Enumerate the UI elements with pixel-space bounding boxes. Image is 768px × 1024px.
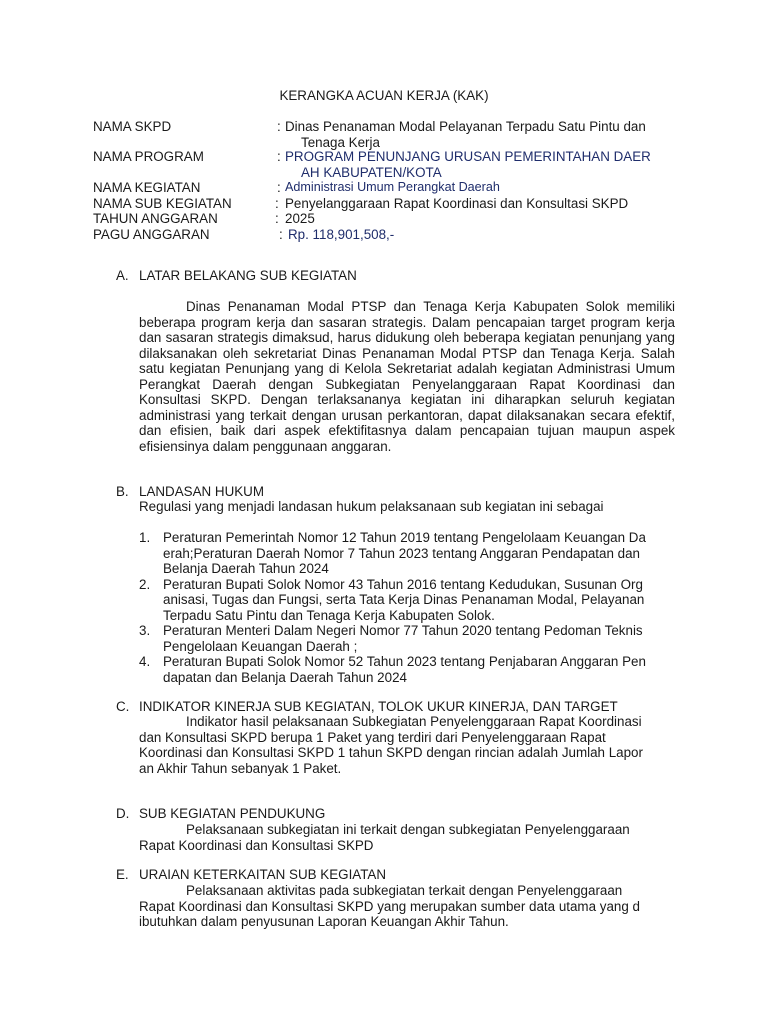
field-value-line: Dinas Penanaman Modal Pelayanan Terpadu Satu Pintu dan — [285, 119, 646, 134]
legal-basis-list — [139, 530, 675, 685]
field-label-nama-kegiatan: NAMA KEGIATAN — [93, 180, 201, 195]
section-a-letter: A. — [116, 268, 129, 283]
section-b-title: LANDASAN HUKUM — [139, 484, 265, 499]
section-d-title: SUB KEGIATAN PENDUKUNG — [139, 806, 326, 821]
section-c-title: INDIKATOR KINERJA SUB KEGIATAN, TOLOK UKUR KINERJA, DAN TARGET — [139, 699, 618, 714]
field-value-line: PROGRAM PENUNJANG URUSAN PEMERINTAHAN DAER — [285, 149, 651, 164]
paragraph-line: Rapat Koordinasi dan Konsultasi SKPD — [139, 837, 374, 853]
list-item-text — [163, 623, 675, 654]
field-value-nama-kegiatan — [285, 180, 677, 196]
field-label-nama-sub-kegiatan: NAMA SUB KEGIATAN — [93, 196, 232, 211]
list-item-line: Peraturan Menteri Dalam Negeri Nomor 77 Tahun 2020 tentang Pedoman Teknis — [163, 623, 643, 638]
list-item-line: Belanja Daerah Tahun 2024 — [163, 561, 329, 576]
paragraph-line: Pelaksanaan aktivitas pada subkegiatan terkait dengan Penyelenggaraan — [186, 883, 623, 898]
field-label-nama-program: NAMA PROGRAM — [93, 149, 204, 164]
field-value-line: Penyelanggaraan Rapat Koordinasi dan Konsultasi SKPD — [285, 196, 629, 211]
paragraph-line: Rapat Koordinasi dan Konsultasi SKPD yang merupakan sumber data utama yang d — [139, 898, 640, 914]
field-colon: : — [277, 180, 281, 195]
section-d-letter: D. — [116, 806, 130, 821]
field-value-nama-sub-kegiatan — [285, 196, 677, 212]
paragraph-line: an Akhir Tahun sebanyak 1 Paket. — [139, 760, 342, 776]
field-value-nama-skpd — [285, 119, 677, 150]
list-item-number: 4. — [139, 654, 151, 669]
list-item — [139, 577, 675, 624]
list-item — [139, 654, 675, 685]
field-colon: : — [275, 196, 279, 211]
field-value-line: AH KABUPATEN/KOTA — [301, 164, 442, 180]
section-a-body: Dinas Penanaman Modal PTSP dan Tenaga Kerja Kabupaten Solok memiliki beberapa program kerja dan sasaran strategis. Dalam pencapaian target program kerja dan sasaran strategis dimaksud, harus didukung oleh beberapa kegiatan penunjang yang dilaksanakan oleh sekretariat Dinas Penanaman Modal PTSP dan Tenaga Kerja. Salah satu kegiatan Penunjang yang di Kelola Sekretariat adalah kegiatan Administrasi Umum Perangkat Daerah dengan Subkegiatan Penyelanggaraan Rapat Koordinasi dan Konsultasi SKPD. Dengan terlaksananya kegiatan ini diharapkan seluruh kegiatan administrasi yang terkait dengan urusan perkantoran, dapat dilaksanakan secara efektif, dan efisien, baik dari aspek efektifitasnya dalam pencapaian tujuan maupun aspek efisiensinya dalam penggunaan anggaran. — [139, 299, 675, 454]
paragraph-line: Pelaksanaan subkegiatan ini terkait dengan subkegiatan Penyelenggaraan — [186, 822, 630, 837]
list-item-text — [163, 530, 675, 577]
field-value-pagu-anggaran — [288, 227, 680, 243]
field-label-nama-skpd: NAMA SKPD — [93, 119, 172, 134]
field-colon: : — [275, 211, 279, 226]
section-c-letter: C. — [116, 699, 130, 714]
paragraph-line: dan Konsultasi SKPD berupa 1 Paket yang terdiri dari Penyelenggaraan Rapat — [139, 729, 606, 745]
field-value-nama-program — [285, 149, 677, 180]
document-title: KERANGKA ACUAN KERJA (KAK) — [279, 88, 489, 103]
list-item-line: dapatan dan Belanja Daerah Tahun 2024 — [163, 669, 407, 685]
section-b-intro: Regulasi yang menjadi landasan hukum pelaksanaan sub kegiatan ini sebagai — [139, 499, 604, 514]
section-b-letter: B. — [116, 484, 129, 499]
field-value-line: Tenaga Kerja — [301, 134, 380, 150]
list-item — [139, 530, 675, 577]
list-item-line: Peraturan Bupati Solok Nomor 43 Tahun 2016 tentang Kedudukan, Susunan Org — [163, 576, 643, 592]
field-colon: : — [277, 149, 281, 164]
section-a-title: LATAR BELAKANG SUB KEGIATAN — [139, 268, 357, 283]
section-e-body — [139, 883, 675, 930]
paragraph-line: Koordinasi dan Konsultasi SKPD 1 tahun SKPD dengan rincian adalah Jumlah Lapor — [139, 745, 643, 760]
section-e-letter: E. — [116, 867, 129, 882]
field-value-tahun-anggaran — [285, 211, 677, 227]
section-d-body — [139, 822, 675, 853]
list-item-text — [163, 654, 675, 685]
list-item-line: Pengelolaan Keuangan Daerah ; — [163, 638, 358, 654]
list-item-line: anisasi, Tugas dan Fungsi, serta Tata Kerja Dinas Penanaman Modal, Pelayanan — [163, 592, 645, 607]
list-item-line: Terpadu Satu Pintu dan Tenaga Kerja Kabupaten Solok. — [163, 607, 495, 623]
field-value-line: 2025 — [285, 211, 315, 226]
field-value-line: Rp. 118,901,508,- — [288, 227, 395, 242]
list-item-text — [163, 577, 675, 624]
field-value-line: Administrasi Umum Perangkat Daerah — [285, 180, 500, 194]
paragraph-line: Indikator hasil pelaksanaan Subkegiatan Penyelenggaraan Rapat Koordinasi — [186, 714, 642, 729]
list-item-number: 2. — [139, 576, 151, 592]
section-e-title: URAIAN KETERKAITAN SUB KEGIATAN — [139, 867, 387, 882]
list-item-line: Peraturan Bupati Solok Nomor 52 Tahun 2023 tentang Penjabaran Anggaran Pen — [163, 654, 646, 669]
list-item-number: 3. — [139, 623, 151, 638]
field-label-pagu-anggaran: PAGU ANGGARAN — [93, 227, 210, 242]
list-item-line: Peraturan Pemerintah Nomor 12 Tahun 2019 tentang Pengelolaam Keuangan Da — [163, 530, 646, 545]
list-item-number: 1. — [139, 530, 151, 545]
field-label-tahun-anggaran: TAHUN ANGGARAN — [93, 211, 218, 226]
field-colon: : — [277, 119, 281, 134]
paragraph-line: ibutuhkan dalam penyusunan Laporan Keuangan Akhir Tahun. — [139, 914, 509, 929]
list-item — [139, 623, 675, 654]
field-colon: : — [279, 227, 283, 242]
list-item-line: erah;Peraturan Daerah Nomor 7 Tahun 2023 tentang Anggaran Pendapatan dan — [163, 545, 640, 561]
section-c-body — [139, 714, 675, 776]
